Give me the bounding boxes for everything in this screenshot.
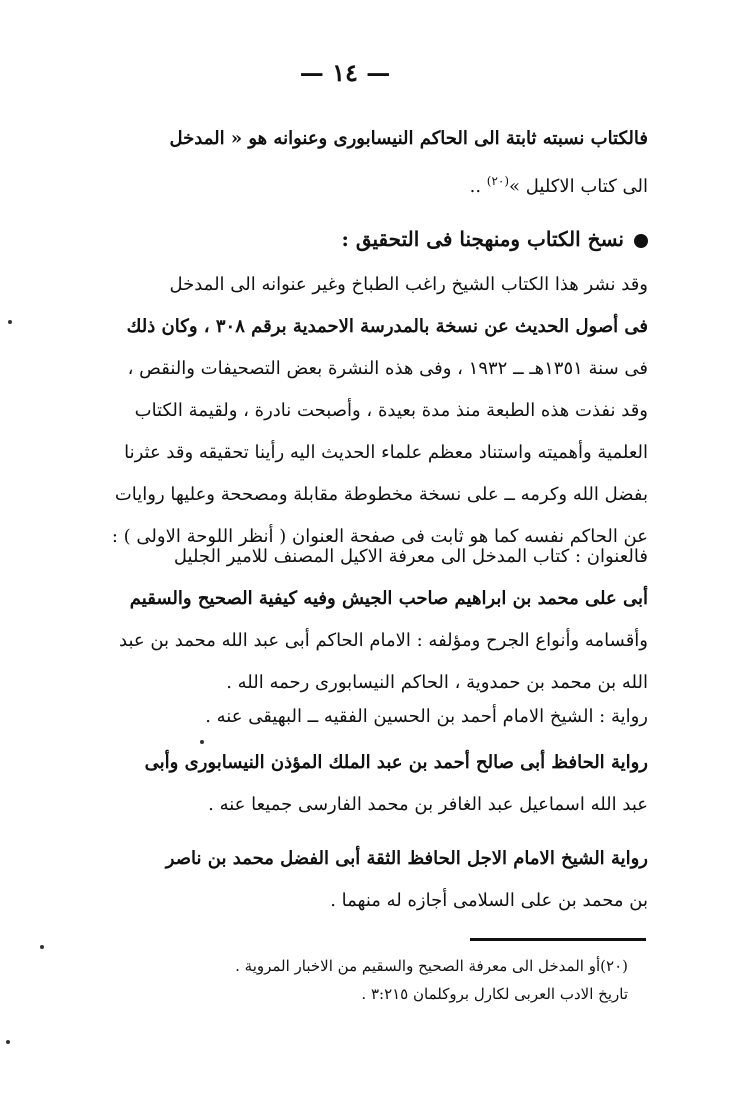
page-number: — ١٤ —	[299, 58, 391, 87]
paragraph-line: فى أصول الحديث عن نسخة بالمدرسة الاحمدية برقم ٣٠٨ ، وكان ذلك	[126, 316, 648, 337]
intro-line-1: فالكتاب نسبته ثابتة الى الحاكم النيسابورى وعنوانه هو « المدخل	[169, 128, 648, 149]
intro-paragraph	[103, 118, 648, 208]
riwaya-line: رواية الحافظ أبى صالح أحمد بن عبد الملك المؤذن النيسابورى وأبى	[144, 752, 648, 773]
section-heading-text: نسخ الكتاب ومنهجنا فى التحقيق :	[341, 227, 624, 251]
intro-line-2-text: الى كتاب الاكليل »	[509, 176, 648, 197]
footnote-line: تاريخ الادب العربى لكارل بروكلمان ٣:٢١٥ .	[361, 985, 628, 1003]
paragraph-line: أبى على محمد بن ابراهيم صاحب الجيش وفيه كيفية الصحيح والسقيم	[129, 588, 648, 609]
riwaya-1	[103, 696, 648, 738]
riwaya-2	[103, 742, 648, 826]
riwaya-line: بن محمد بن على السلامى أجازه له منهما .	[330, 890, 648, 911]
scan-speck	[200, 740, 204, 744]
footnotes	[103, 952, 648, 1008]
paragraph-line: وأقسامه وأنواع الجرح ومؤلفه : الامام الحاكم أبى عبد الله محمد بن عبد	[119, 630, 648, 651]
paragraph-line: بفضل الله وكرمه ــ على نسخة مخطوطة مقابلة ومصححة وعليها روايات	[114, 484, 648, 505]
riwaya-line: رواية الشيخ الامام الاجل الحافظ الثقة أبى الفضل محمد بن ناصر	[165, 848, 648, 869]
manuscript-paragraph	[103, 264, 648, 558]
scan-speck	[6, 1040, 10, 1044]
riwaya-line: رواية : الشيخ الامام أحمد بن الحسين الفقيه ــ البهيقى عنه .	[205, 706, 648, 727]
paragraph-line: عن الحاكم نفسه كما هو ثابت فى صفحة العنوان ( أنظر اللوحة الاولى ) :	[111, 526, 648, 547]
riwaya-3	[103, 838, 648, 922]
paragraph-line: فى سنة ١٣٥١هـ ــ ١٩٣٢ ، وفى هذه النشرة بعض التصحيفات والنقص ،	[127, 358, 648, 379]
footnote-line: (٢٠)أو المدخل الى معرفة الصحيح والسقيم من الاخبار المروية .	[235, 957, 628, 975]
footnote-ref-20: (٢٠)	[486, 174, 510, 188]
paragraph-line: فالعنوان : كتاب المدخل الى معرفة الاكيل المصنف للامير الجليل	[173, 546, 648, 567]
footnote-divider	[470, 938, 646, 941]
scan-speck	[8, 320, 12, 324]
intro-line-2-end: ..	[469, 176, 487, 197]
paragraph-line: وقد نفذت هذه الطبعة منذ مدة بعيدة ، وأصبحت نادرة ، ولقيمة الكتاب	[134, 400, 648, 421]
paragraph-line: الله بن محمد بن حمدوية ، الحاكم النيسابورى رحمه الله .	[226, 672, 648, 693]
paragraph-line: وقد نشر هذا الكتاب الشيخ راغب الطباخ وغير عنوانه الى المدخل	[169, 274, 648, 295]
scan-speck	[40, 945, 44, 949]
paragraph-line: العلمية وأهميته واستناد معظم علماء الحديث اليه رأينا تحقيقه وقد عثرنا	[124, 442, 648, 463]
section-heading	[103, 218, 648, 260]
bullet-icon	[634, 234, 648, 248]
riwaya-line: عبد الله اسماعيل عبد الغافر بن محمد الفارسى جميعا عنه .	[208, 794, 648, 815]
intro-line-2	[103, 160, 648, 208]
title-paragraph	[103, 536, 648, 704]
